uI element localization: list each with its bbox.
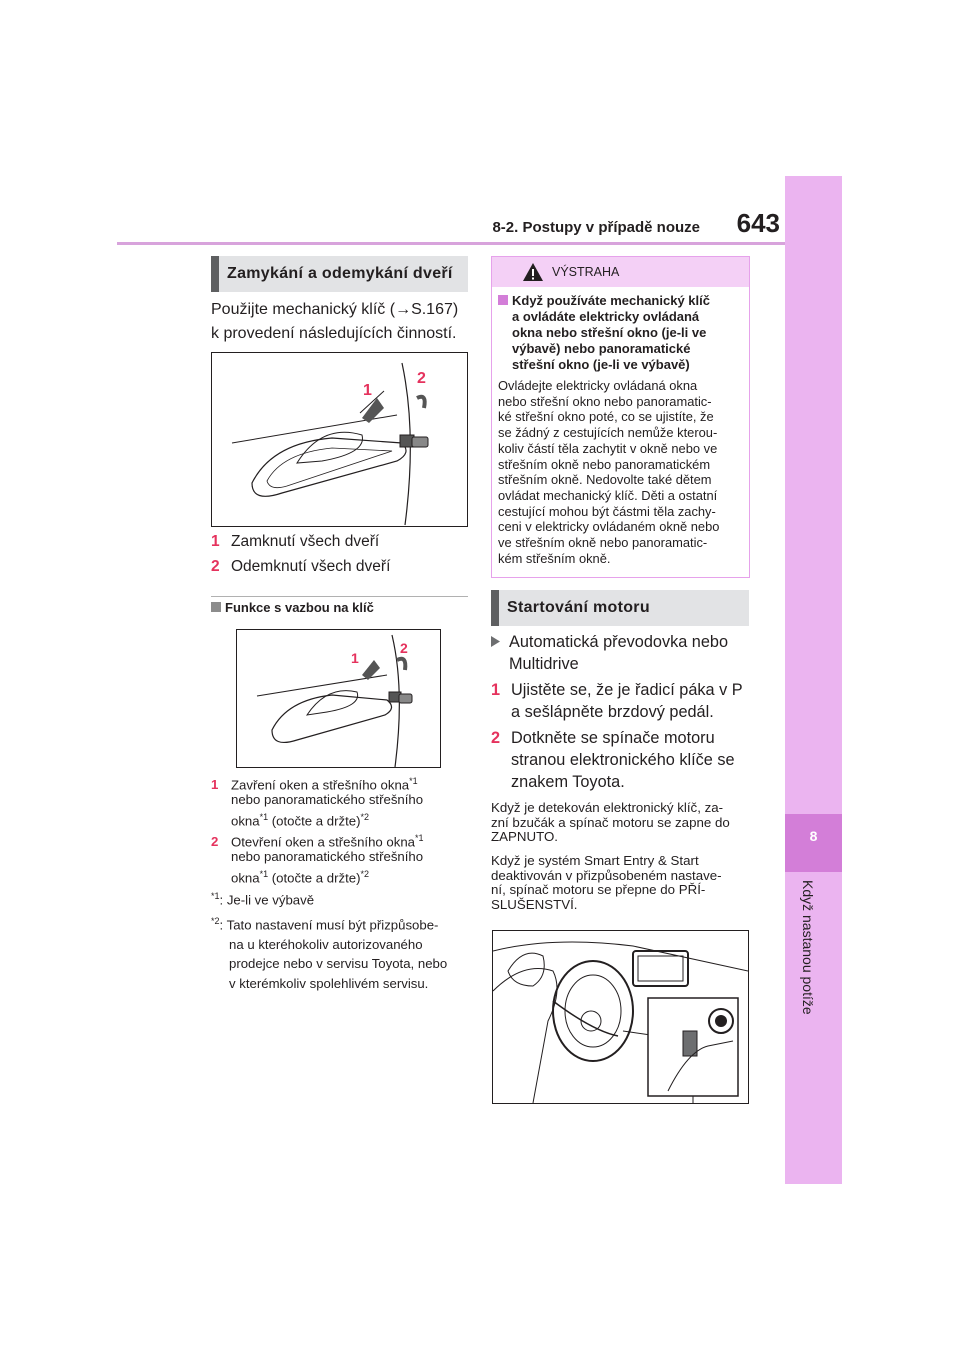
start-step-1 xyxy=(491,679,761,723)
note-line: Když je detekován elektronický klíč, za- xyxy=(491,800,724,815)
footnote-text: : Je-li ve výbavě xyxy=(219,892,315,908)
sub-heading-key-linked xyxy=(211,600,374,615)
chapter-title: 8-2. Postupy v případě nouze xyxy=(492,219,700,236)
warning-body xyxy=(498,378,745,566)
driver-pressing-start-illustration xyxy=(493,931,748,1103)
warning-line: cestující mohou být částmi těla zachy- xyxy=(498,503,716,519)
intro-text xyxy=(211,298,471,346)
note-line: ZAPNUTO. xyxy=(491,829,558,844)
footnote-text: : Tato nastavení musí být přizpůsobe- xyxy=(219,917,439,933)
warning-line: Ovládejte elektricky ovládaná okna xyxy=(498,378,698,393)
start-step-2 xyxy=(491,727,761,793)
engine-start-figure xyxy=(492,930,749,1104)
warning-line: nebo střešní okno nebo panoramatic- xyxy=(498,393,712,409)
step-line: okna xyxy=(231,813,260,829)
footnote-ref: *2 xyxy=(360,869,369,880)
step-text: stranou elektronického klíče se xyxy=(511,751,735,769)
intro-line-1: Použijte mechanický klíč (→S.167) xyxy=(211,301,459,318)
chapter-label xyxy=(800,880,820,1080)
footnote-ref: *1 xyxy=(259,869,269,880)
note-line: SLUŠENSTVÍ. xyxy=(491,896,578,912)
step-text: Odemknutí všech dveří xyxy=(231,558,391,575)
footnote-mark: *2 xyxy=(211,916,220,926)
footnote-1 xyxy=(211,889,471,907)
warning-subheading xyxy=(498,293,744,373)
step-number: 1 xyxy=(211,777,219,793)
warning-line: střešním okně. Nedovolte také dětem xyxy=(498,472,712,488)
warning-line: ceni v elektricky ovládaném okně nebo xyxy=(498,519,720,535)
step-number: 1 xyxy=(491,681,501,699)
figure2-label-2: 2 xyxy=(400,640,408,656)
warning-line: ovládat mechanický klíč. Děti a ostatní xyxy=(498,487,718,503)
note-line: zní bzučák a spínač motoru se zapne do xyxy=(491,814,730,830)
step-number: 2 xyxy=(211,558,220,575)
warning-box xyxy=(491,256,750,578)
footnote-text: v kterémkoliv spolehlivém servisu. xyxy=(229,975,429,991)
footnote-text: prodejce nebo v servisu Toyota, nebo xyxy=(229,956,448,972)
step-text: a sešlápněte brzdový pedál. xyxy=(511,703,714,721)
figure1-label-2: 2 xyxy=(417,370,426,387)
note-line: ní, spínač motoru se přepne do PŘÍ- xyxy=(491,882,706,897)
warning-sub-line: výbavě) nebo panoramatické xyxy=(512,341,691,356)
section-heading-locking: Zamykání a odemykání dveří xyxy=(211,256,468,292)
warning-line: kém střešním okně. xyxy=(498,550,611,566)
warning-line: ké střešní okno poté, co se ujistíte, že xyxy=(498,409,714,425)
chapter-label-text: Když nastanou potíže xyxy=(800,880,816,1015)
step-text: Dotkněte se spínače motoru xyxy=(511,729,715,747)
footnote-mark: *1 xyxy=(211,891,220,901)
lock-step-1 xyxy=(211,531,471,553)
square-bullet-icon xyxy=(211,602,221,612)
step-line: okna xyxy=(231,870,260,886)
note-key-detected xyxy=(491,801,756,845)
warning-line: střešním okně nebo panoramatickém xyxy=(498,456,711,472)
footnote-ref: *2 xyxy=(360,812,369,823)
warning-title: VÝSTRAHA xyxy=(552,265,620,279)
step-number: 2 xyxy=(211,834,219,850)
step-line: Zavření oken a střešního okna xyxy=(231,777,410,793)
warning-line: ve střešním okně nebo panoramatic- xyxy=(498,535,708,551)
page-number: 643 xyxy=(736,208,780,238)
intro-line-2: k provedení následujících činností. xyxy=(211,325,457,342)
bullet-text: Automatická převodovka nebo xyxy=(509,633,729,651)
step-line: Otevření oken a střešního okna xyxy=(231,834,416,850)
step-line: (otočte a držte) xyxy=(268,870,361,886)
step-text: Zamknutí všech dveří xyxy=(231,533,380,550)
footnote-ref: *1 xyxy=(415,833,424,843)
warning-line: koliv částí těla zachytit v okně nebo ve xyxy=(498,440,718,456)
divider xyxy=(211,596,468,597)
warning-sub-line: a ovládáte elektricky ovládaná xyxy=(512,309,700,324)
figure1-label-1: 1 xyxy=(363,382,372,399)
warning-line: se žádný z cestujících nemůže kterou- xyxy=(498,425,718,441)
header-divider xyxy=(117,242,785,245)
triangle-bullet-icon xyxy=(491,631,509,653)
step-line: (otočte a držte) xyxy=(268,813,361,829)
footnote-2 xyxy=(211,912,476,993)
door-handle-illustration-2 xyxy=(237,630,440,767)
step-line: nebo panoramatického střešního xyxy=(231,849,424,865)
step-text: Ujistěte se, že je řadicí páka v P xyxy=(511,681,743,699)
warning-sub-line: okna nebo střešní okno (je-li ve xyxy=(512,325,707,340)
figure2-label-1: 1 xyxy=(351,650,359,666)
door-handle-illustration xyxy=(212,353,467,526)
step-number: 2 xyxy=(491,729,501,747)
door-handle-figure-1 xyxy=(211,352,468,527)
step-text: znakem Toyota. xyxy=(511,773,625,791)
door-handle-figure-2 xyxy=(236,629,441,768)
footnote-ref: *1 xyxy=(409,776,418,786)
key-step-1 xyxy=(211,774,471,829)
note-line: deaktivován v přizpůsobeném nastave- xyxy=(491,867,722,883)
step-line: nebo panoramatického střešního xyxy=(231,792,424,808)
transmission-bullet xyxy=(491,631,756,675)
bullet-text: Multidrive xyxy=(509,655,579,673)
warning-sub-line: střešní okno (je-li ve výbavě) xyxy=(512,357,690,372)
note-line: Když je systém Smart Entry & Start xyxy=(491,853,699,868)
footnote-ref: *1 xyxy=(259,812,269,823)
sub-heading-text: Funkce s vazbou na klíč xyxy=(225,600,374,615)
note-smart-entry xyxy=(491,854,756,912)
section-heading-starting: Startování motoru xyxy=(491,590,749,626)
footnote-text: na u kteréhokoliv autorizovaného xyxy=(229,936,423,952)
square-bullet-icon xyxy=(498,295,508,305)
warning-triangle-icon xyxy=(522,262,544,282)
chapter-number: 8 xyxy=(809,828,818,844)
lock-step-2 xyxy=(211,556,471,578)
step-number: 1 xyxy=(211,533,220,550)
warning-sub-line: Když používáte mechanický klíč xyxy=(512,293,710,308)
key-step-2 xyxy=(211,831,471,886)
